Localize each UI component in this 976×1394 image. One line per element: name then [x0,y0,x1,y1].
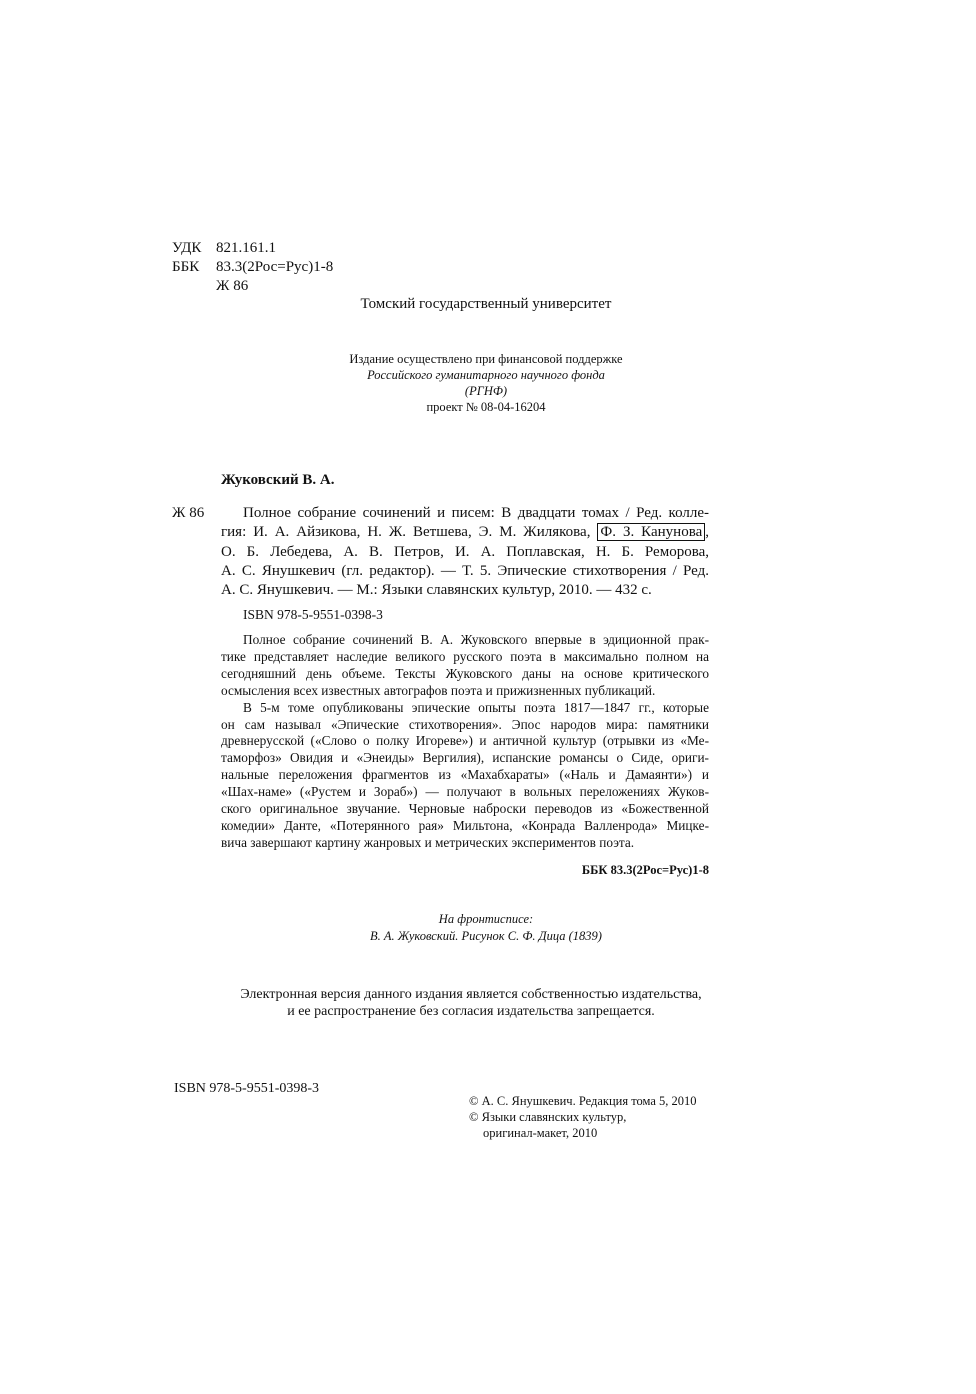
frontispiece-line-1: На фронтисписе: [438,912,534,926]
annotation-paragraph-1 [221,632,709,700]
annotation-line: Полное собрание сочинений В. А. Жуковского впервые в эдиционной прак- [243,632,709,647]
author-mark: Ж 86 [216,278,249,294]
isbn-bottom: ISBN 978-5-9551-0398-3 [174,1081,320,1096]
annotation-line: он сам называл «Эпические стихотворения». Эпос народов мира: памятники [221,716,709,732]
classification-codes [172,239,333,296]
bib-line-3: О. Б. Лебедева, А. В. Петров, И. А. Поплавская, Н. Б. Реморова, [221,543,709,560]
author-mark-row [172,277,333,296]
bib-line-2-post: , [705,524,709,541]
isbn-inner: ISBN 978-5-9551-0398-3 [243,607,383,622]
funding-block [246,351,726,415]
annotation [221,632,709,852]
annotation-line: В 5-м томе опубликованы эпические опыты поэта 1817—1847 гг., которые [243,699,709,715]
author-heading: Жуковский В. А. [221,472,335,488]
frontispiece-line-2: В. А. Жуковский. Рисунок С. Ф. Дица (1839) [370,929,602,943]
notice-line-1: Электронная версия данного издания является собственностью издательства, [240,987,702,1002]
bib-line-5: А. С. Янушкевич. — М.: Языки славянских культур, 2010. — 432 с. [221,582,652,599]
annotation-line: осмысления всех известных автографов поэта и прижизненных публикаций. [221,682,656,698]
bib-line-2-pre: гия: И. А. Айзикова, Н. Ж. Ветшева, Э. М. Жилякова, [221,524,591,541]
bib-line-1: Полное собрание сочинений и писем: В двадцати томах / Ред. колле- [243,505,709,521]
notice-line-2: и ее распространение без согласия издательства запрещается. [287,1004,655,1019]
electronic-version-notice [196,986,746,1020]
funding-line-2: Российского гуманитарного научного фонда [367,368,605,382]
copyright-line-1: © А. С. Янушкевич. Редакция тома 5, 2010 [469,1094,697,1108]
bibliographic-record [221,504,709,600]
udk-label: УДК [172,240,202,256]
frontispiece-note [226,911,746,945]
copyright-block [469,1093,697,1141]
bbk-bottom: ББК 83.3(2Рос=Рус)1-8 [581,863,709,877]
boxed-name: Ф. З. Канунова [597,523,705,541]
copyright-line-2: © Языки славянских культур, [469,1110,627,1124]
annotation-line: вича завершают картину жанровых и метрических экспериментов поэта. [221,834,635,850]
udk-row [172,239,333,258]
bib-line-4: А. С. Янушкевич (гл. редактор). — Т. 5. Эпические стихотворения / Ред. [221,562,709,579]
bib-line-2 [221,523,709,542]
copyright-line-3: оригинал-макет, 2010 [483,1126,598,1140]
bib-mark: Ж 86 [172,505,205,521]
funding-line-1: Издание осуществлено при финансовой поддержке [349,352,623,366]
funding-line-3: (РГНФ) [464,384,508,398]
bbk-row [172,258,333,277]
annotation-line: нальные переложения фрагментов из «Махабхараты» («Наль и Дамаянти») и [221,767,709,783]
annotation-line: сегодняшний день объеме. Тексты Жуковского даны на основе критического [221,665,709,681]
bbk-value: 83.3(2Рос=Рус)1-8 [216,259,334,275]
funding-line-4: проект № 08-04-16204 [426,400,546,414]
annotation-line: ского оригинальное звучание. Черновые наброски переводов из «Божественной [221,801,709,817]
annotation-paragraph-2 [221,700,709,852]
publisher: Томский государственный университет [360,296,612,312]
annotation-line: таморфоз» Овидия и «Энеиды» Вергилия), испанские романсы о Сиде, ориги- [221,750,709,766]
annotation-line: тике представляет наследие великого русского поэта в максимально полном на [221,648,709,664]
annotation-line: древнерусской («Слово о полку Игореве») и античной культур (отрывки из «Ме- [221,733,709,749]
annotation-line: комедии» Данте, «Потерянного рая» Мильтона, «Конрада Валленрода» Мицке- [221,817,709,833]
annotation-line: «Шах-наме» («Рустем и Зораб») — получают в вольных переложениях Жуков- [221,784,709,800]
bbk-label: ББК [172,259,200,275]
udk-value: 821.161.1 [216,240,276,256]
